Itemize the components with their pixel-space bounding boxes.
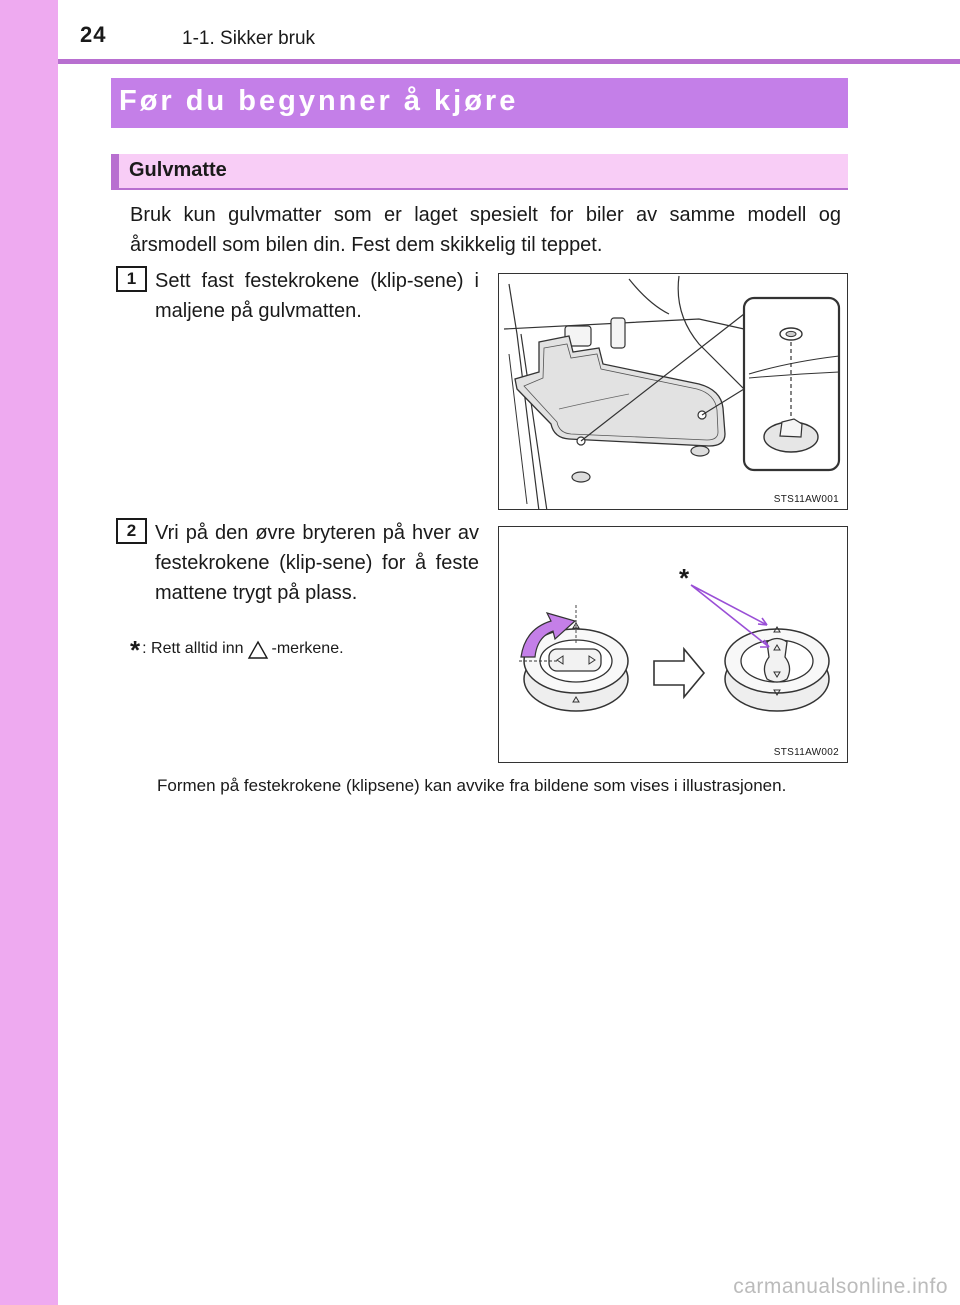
step-number-2: 2 xyxy=(116,518,147,544)
section-label: 1-1. Sikker bruk xyxy=(182,28,316,49)
subsection-accent xyxy=(111,154,119,188)
figure-asterisk: * xyxy=(679,563,690,593)
note-suffix: -merkene. xyxy=(271,640,344,657)
step-text-2: Vri på den øvre bryteren på hver av festekrokene (klip-sene) for å feste mattene trygt på plass. xyxy=(155,522,479,604)
triangle-icon xyxy=(246,640,270,660)
figure-code-2: STS11AW002 xyxy=(773,747,839,758)
header-rule xyxy=(58,59,960,64)
subsection-bar xyxy=(111,154,848,190)
title-bar xyxy=(111,78,848,128)
step-text-1: Sett fast festekrokene (klip-sene) i maljene på gulvmatten. xyxy=(155,270,479,322)
page-title: Før du begynner å kjøre xyxy=(119,85,519,117)
alignment-note xyxy=(130,635,344,665)
figure-turn-knob xyxy=(498,526,848,763)
intro-paragraph: Bruk kun gulvmatter som er laget spesielt for biler av samme modell og årsmodell som bilen din. Fest dem skikkelig til teppet. xyxy=(130,204,841,256)
turn-knob-illustration xyxy=(499,527,848,763)
subsection-title: Gulvmatte xyxy=(129,159,227,181)
note-asterisk: * xyxy=(130,635,141,665)
figure-floor-mat-hooks xyxy=(498,273,848,510)
page-number: 24 xyxy=(80,22,107,47)
floor-mat-illustration xyxy=(499,274,848,510)
side-band xyxy=(0,0,58,1305)
note-prefix: : Rett alltid inn xyxy=(142,640,244,657)
watermark: carmanualsonline.info xyxy=(733,1275,948,1298)
figure-code-1: STS11AW001 xyxy=(773,494,839,505)
footnote: Formen på festekrokene (klipsene) kan avvike fra bildene som vises i illustrasjonen. xyxy=(157,776,787,795)
step-number-1: 1 xyxy=(116,266,147,292)
